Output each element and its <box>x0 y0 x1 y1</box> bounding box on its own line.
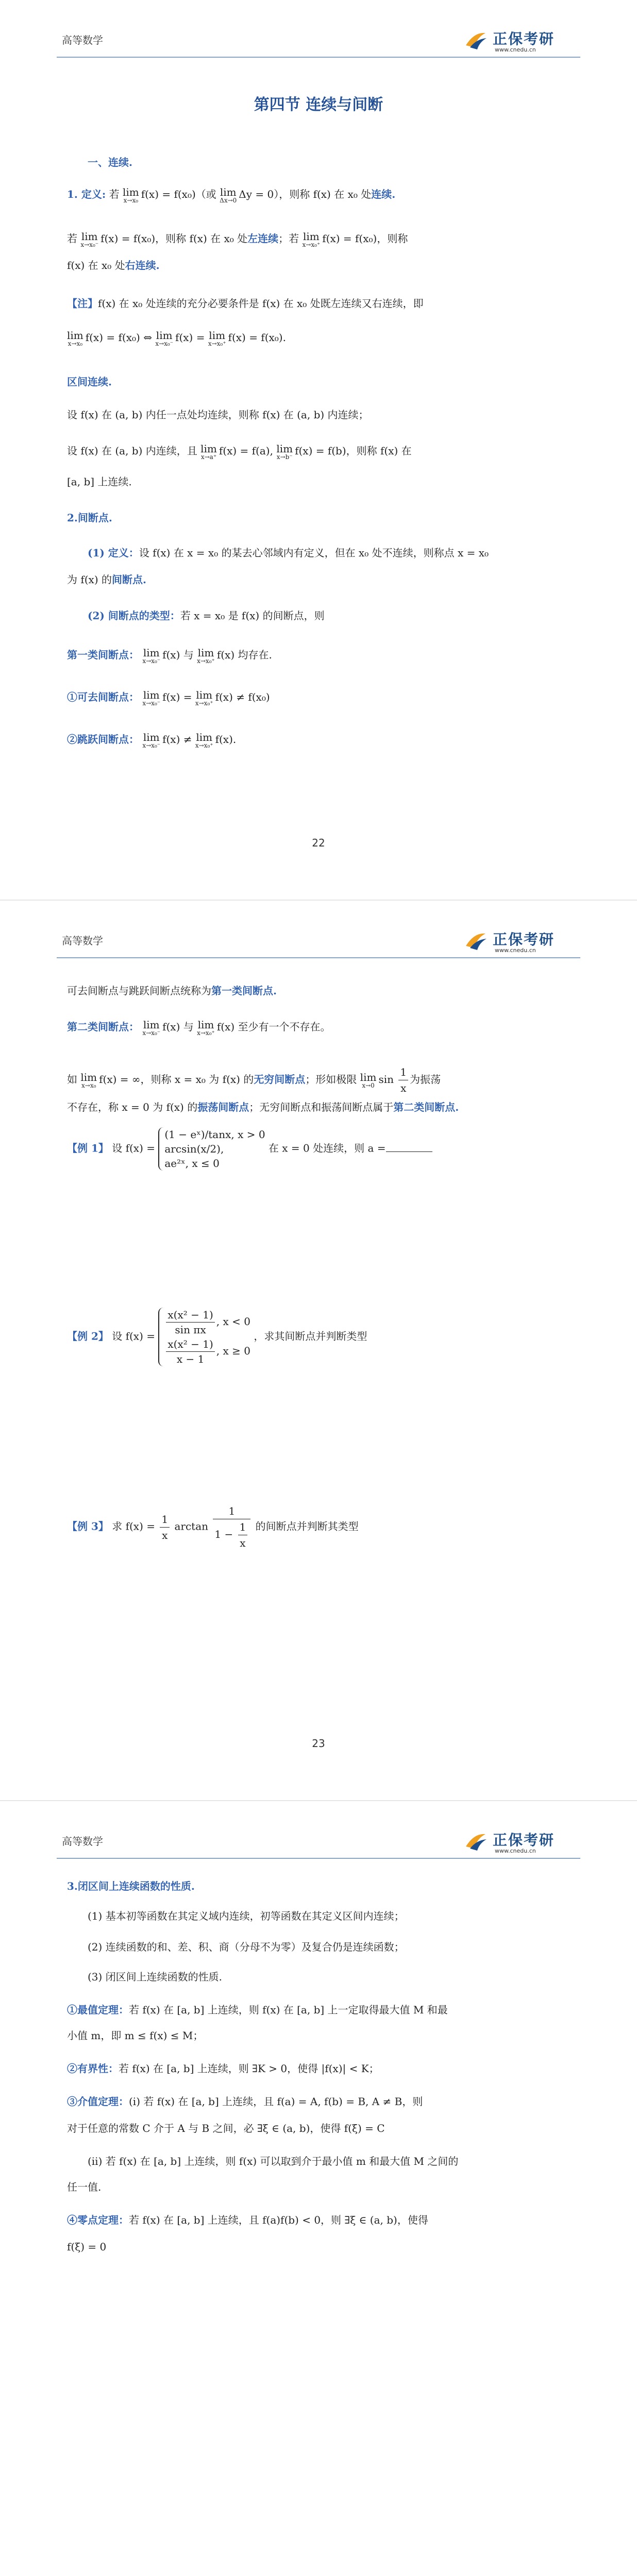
extreme-value-line-2: 小值 m，即 m ≤ f(x) ≤ M； <box>67 2029 204 2042</box>
intermediate-value-line-4: 任一值. <box>67 2181 102 2193</box>
infinite-line: 如 lim x→x₀ f(x) = ∞，则称 x = x₀ 为 f(x) 的无穷间断点；形如极限 lim x→0 sin $\frac{1}{x}$ 为振荡 <box>67 1064 572 1096</box>
zero-point-line-2: f(ξ) = 0 <box>67 2241 107 2253</box>
brand-url: www.cnedu.cn <box>495 947 536 954</box>
disc-type-line: (2) 间断点的类型：若 x = x₀ 是 f(x) 的间断点，则 <box>88 609 325 622</box>
removable-line: ①可去间断点： lim x→x₀⁻ f(x) = lim x→x₀⁺ f(x) ≠ f(x₀) <box>67 688 270 707</box>
piecewise-function: (1 − eˣ)/tanx, x > 0 arcsin(x/2), ae²ˣ, x ≤ 0 <box>158 1127 265 1171</box>
intermediate-value-line: ③介值定理：(ⅰ) 若 f(x) 在 [a, b] 上连续，且 f(a) = A, f(b) = B, A ≠ B，则 <box>67 2095 423 2108</box>
brand-name: 正保考研 <box>493 1832 555 1849</box>
boundedness-line: ②有界性：若 f(x) 在 [a, b] 上连续，则 ∃K > 0，使得 |f(x)| < K； <box>67 2062 379 2075</box>
course-title: 高等数学 <box>62 935 103 947</box>
heading-continuity: 一、连续. <box>88 156 132 168</box>
piecewise-function: $\frac{\text{x(x² − 1)}}{\text{sin πx}}$ , x < 0 $\frac{\text{x(x² − 1)}}{x - 1}$ , x ≥ 0 <box>158 1308 250 1366</box>
heading-closed-interval: 3.闭区间上连续函数的性质. <box>67 1880 195 1892</box>
interval-line-3: [a, b] 上连续. <box>67 476 132 488</box>
page-22 <box>0 0 637 900</box>
brand-logo <box>464 27 588 55</box>
interval-line-2: 设 f(x) 在 (a, b) 内连续，且 lim x→a⁺ f(x) = f(a), lim x→b⁻ f(x) = f(b)，则称 f(x) 在 <box>67 442 412 461</box>
right-cont-line: f(x) 在 x₀ 处右连续. <box>67 259 160 272</box>
property-line-1: (1) 基本初等函数在其定义域内连续，初等函数在其定义区间内连续； <box>88 1910 405 1922</box>
header-rule <box>57 957 580 958</box>
example-3: 【例 3】 求 f(x) = $\frac{1}{x}$ arctan 1 1 − $\frac{1}{x}$ 的间断点并判断其类型 <box>67 1503 572 1551</box>
brand-name: 正保考研 <box>493 931 555 948</box>
equivalence-line: lim x→x₀ f(x) = f(x₀) ⇔ lim x→x₀⁻ f(x) = lim x→x₀⁺ f(x) = f(x₀). <box>67 329 286 347</box>
brand-url: www.cnedu.cn <box>495 1848 536 1854</box>
disc-def-line-2: 为 f(x) 的间断点. <box>67 573 146 586</box>
extreme-value-line: ①最值定理：若 f(x) 在 [a, b] 上连续，则 f(x) 在 [a, b] 上一定取得最大值 M 和最 <box>67 2004 448 2016</box>
left-right-line: 若 lim x→x₀⁻ f(x) = f(x₀)，则称 f(x) 在 x₀ 处左连续；若 lim x→x₀⁺ f(x) = f(x₀)，则称 <box>67 230 408 248</box>
section-title: 第四节 连续与间断 <box>254 96 383 114</box>
second-kind-line: 第二类间断点： lim x→x₀⁻ f(x) 与 lim x→x₀⁺ f(x) 至少有一个不存在。 <box>67 1018 331 1037</box>
answer-blank <box>386 1151 432 1152</box>
brand-logo <box>464 1828 588 1856</box>
brand-logo <box>464 927 588 955</box>
jump-line: ②跳跃间断点： lim x→x₀⁻ f(x) ≠ lim x→x₀⁺ f(x). <box>67 731 237 749</box>
logo-icon <box>464 930 488 951</box>
first-kind-line: 第一类间断点： lim x→x₀⁻ f(x) 与 lim x→x₀⁺ f(x) 均存在. <box>67 646 272 665</box>
oscillation-line: 不存在，称 x = 0 为 f(x) 的振荡间断点；无穷间断点和振荡间断点属于第二类间断点. <box>67 1101 459 1113</box>
page-24 <box>0 1801 637 2576</box>
course-title: 高等数学 <box>62 1835 103 1848</box>
intermediate-value-line-2: 对于任意的常数 C 介于 A 与 B 之间，必 ∃ξ ∈ (a, b)，使得 f(ξ) = C <box>67 2122 385 2134</box>
logo-icon <box>464 1831 488 1852</box>
header-rule <box>57 57 580 58</box>
page-23 <box>0 901 637 1800</box>
disc-def-line: (1) 定义：设 f(x) 在 x = x₀ 的某去心邻域内有定义，但在 x₀ 处不连续，则称点 x = x₀ <box>88 547 489 559</box>
interval-line-1: 设 f(x) 在 (a, b) 内任一点处均连续，则称 f(x) 在 (a, b) 内连续； <box>67 409 369 421</box>
example-1: 【例 1】 设 f(x) = (1 − eˣ)/tanx, x > 0 arcsin(x/2), ae²ˣ, x ≤ 0 在 x = 0 处连续，则 a = <box>67 1127 572 1171</box>
logo-icon <box>464 30 488 50</box>
heading-discontinuity: 2.间断点. <box>67 512 112 524</box>
brand-name: 正保考研 <box>493 30 555 47</box>
summary-line: 可去间断点与跳跃间断点统称为第一类间断点. <box>67 985 277 997</box>
intermediate-value-line-3: (ⅱ) 若 f(x) 在 [a, b] 上连续，则 f(x) 可以取到介于最小值 m 和最大值 M 之间的 <box>88 2155 459 2167</box>
header-rule <box>57 1858 580 1859</box>
note-line: 【注】f(x) 在 x₀ 处连续的充分必要条件是 f(x) 在 x₀ 处既左连续又右连续，即 <box>67 297 424 310</box>
example-2: 【例 2】 设 f(x) = $\frac{\text{x(x² − 1)}}{\text{sin πx}}$ , x < 0 $\frac{\text{x(x² − 1)}}{x - 1}$ , x ≥ 0 ，求其间断点并判断类型 <box>67 1309 367 1365</box>
page-number: 23 <box>312 1737 325 1750</box>
property-line-3: (3) 闭区间上连续函数的性质. <box>88 1971 223 1983</box>
course-title: 高等数学 <box>62 34 103 46</box>
property-line-2: (2) 连续函数的和、差、积、商（分母不为零）及复合仍是连续函数； <box>88 1941 405 1953</box>
heading-interval: 区间连续. <box>67 376 112 388</box>
brand-url: www.cnedu.cn <box>495 46 536 53</box>
zero-point-line: ④零点定理：若 f(x) 在 [a, b] 上连续，且 f(a)f(b) < 0，则 ∃ξ ∈ (a, b)，使得 <box>67 2214 428 2226</box>
definition-line: 1. 定义: 若 lim x→x₀ f(x) = f(x₀)（或 lim Δx→0 Δy = 0），则称 f(x) 在 x₀ 处连续. <box>67 185 396 204</box>
page-number: 22 <box>312 837 325 849</box>
